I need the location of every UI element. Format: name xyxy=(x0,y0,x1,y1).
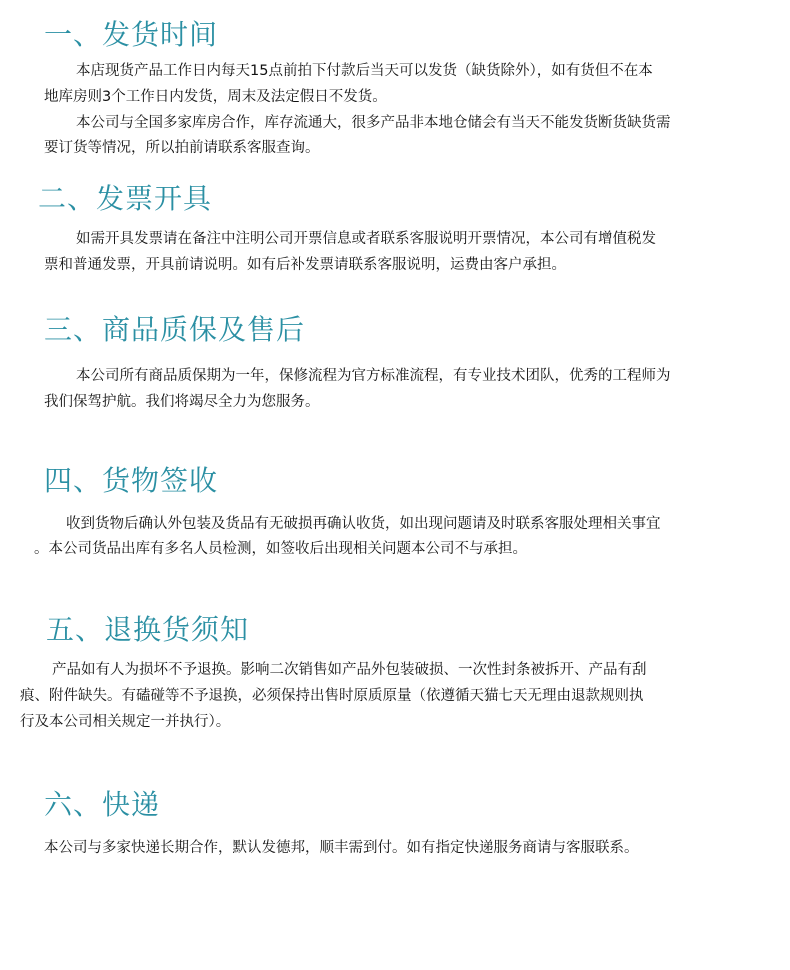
paragraph-line: 痕、附件缺失。有磕碰等不予退换，必须保持出售时原质原量（依遵循天猫七天无理由退款规则执 xyxy=(20,688,644,704)
paragraph-line: 收到货物后确认外包装及货品有无破损再确认收货，如出现问题请及时联系客服处理相关事宜 xyxy=(66,516,661,532)
section-title: 六、快递 xyxy=(44,788,161,821)
paragraph-line: 本公司与多家快递长期合作，默认发德邦，顺丰需到付。如有指定快递服务商请与客服联系。 xyxy=(44,840,639,856)
paragraph-line: 本公司与全国多家库房合作，库存流通大，很多产品非本地仓储会有当天不能发货断货缺货需 xyxy=(76,115,671,131)
section-title: 二、发票开具 xyxy=(38,182,213,215)
section-title: 四、货物签收 xyxy=(44,464,219,497)
paragraph-line: 。本公司货品出库有多名人员检测，如签收后出现相关问题本公司不与承担。 xyxy=(34,541,527,557)
paragraph-line: 票和普通发票，开具前请说明。如有后补发票请联系客服说明，运费由客户承担。 xyxy=(44,257,566,273)
paragraph-line: 地库房则3个工作日内发货，周末及法定假日不发货。 xyxy=(44,89,387,105)
paragraph-line: 我们保驾护航。我们将竭尽全力为您服务。 xyxy=(44,394,320,410)
paragraph-line: 本公司所有商品质保期为一年，保修流程为官方标准流程，有专业技术团队，优秀的工程师为 xyxy=(76,368,671,384)
paragraph-line: 要订货等情况，所以拍前请联系客服查询。 xyxy=(44,140,320,156)
paragraph-line: 如需开具发票请在备注中注明公司开票信息或者联系客服说明开票情况，本公司有增值税发 xyxy=(76,231,656,247)
paragraph-line: 产品如有人为损坏不予退换。影响二次销售如产品外包装破损、一次性封条被拆开、产品有刮 xyxy=(52,662,647,678)
paragraph-line: 行及本公司相关规定一并执行）。 xyxy=(20,714,231,730)
section-title: 一、发货时间 xyxy=(44,18,219,51)
section-title: 三、商品质保及售后 xyxy=(44,313,306,346)
paragraph-line: 本店现货产品工作日内每天15点前拍下付款后当天可以发货（缺货除外），如有货但不在本 xyxy=(76,63,653,79)
section-title: 五、退换货须知 xyxy=(46,613,250,646)
